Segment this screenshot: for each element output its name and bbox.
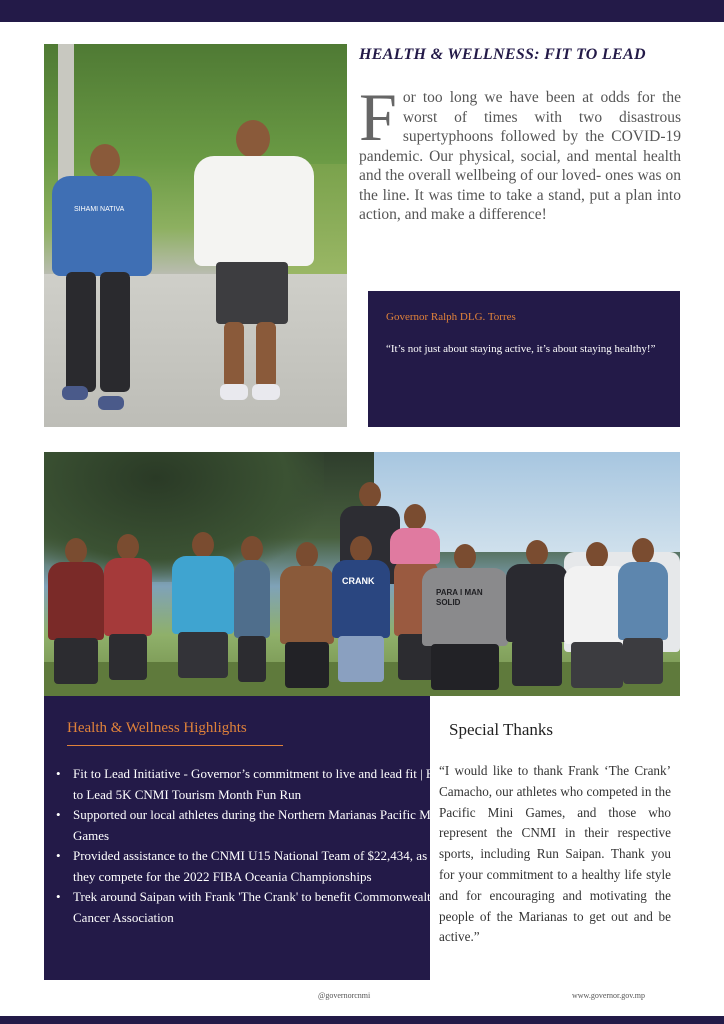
drop-cap: F (359, 79, 397, 155)
page-headline: HEALTH & WELLNESS: FIT TO LEAD (359, 46, 646, 63)
bullet-icon: • (56, 889, 61, 904)
highlight-text: Fit to Lead Initiative - Governor’s commitment to live and lead fit | Fit to Lead 5K CNMI Tourism Month Fun Run (73, 766, 441, 802)
person (422, 544, 508, 690)
person (332, 536, 390, 688)
person (104, 534, 152, 684)
shirt-print: PARA I MAN SOLID (436, 588, 483, 607)
intro-paragraph (359, 79, 681, 225)
quote-text: “It’s not just about staying active, it’s about staying healthy!” (386, 343, 656, 355)
person (234, 536, 270, 686)
group-photo (44, 452, 680, 696)
person (172, 532, 234, 688)
intro-text: or too long we have been at odds for the worst of times with two disastrous supertyphoons followed by the COVID-19 pandemic. Our physical, social, and mental health and the overall wellbeing of our loved- ones was on the line. It was time to take a stand, put a plan into action, and make a difference! (359, 89, 681, 223)
list-item (56, 846, 445, 887)
highlights-title: Health & Wellness Highlights (67, 720, 247, 736)
highlight-text: Supported our local athletes during the Northern Marianas Pacific Mini Games (73, 807, 445, 843)
bullet-icon: • (56, 807, 61, 822)
runners-photo (44, 44, 347, 427)
highlight-text: Provided assistance to the CNMI U15 National Team of $22,434, as they compete for the 2022 FIBA Oceania Championships (73, 848, 428, 884)
bullet-icon: • (56, 848, 61, 863)
runner-woman (52, 144, 152, 424)
quote-author: Governor Ralph DLG. Torres (386, 311, 516, 323)
bottom-band (0, 1016, 724, 1024)
shirt-print: SIHAMI NATIVA (74, 206, 125, 213)
special-thanks-title: Special Thanks (449, 720, 554, 739)
highlights-list (56, 764, 445, 928)
list-item (56, 805, 445, 846)
list-item (56, 887, 445, 928)
bullet-icon: • (56, 766, 61, 781)
person (618, 538, 668, 688)
person (506, 540, 568, 688)
footer-website[interactable]: www.governor.gov.mp (572, 991, 645, 1000)
person (280, 542, 334, 688)
footer-social: @governorcnmi (318, 991, 371, 1000)
highlights-box (44, 696, 445, 980)
list-item (56, 764, 445, 805)
person (48, 538, 104, 688)
title-underline (67, 745, 283, 746)
top-band (0, 0, 724, 22)
governor-quote-box (368, 291, 680, 427)
runner-man (194, 120, 314, 420)
special-thanks-text: “I would like to thank Frank ‘The Crank’ Camacho, our athletes who competed in the Pacific Mini Games, and those who represent the CNMI in their respective sports, including Run Saipan. Thank you for your commitment to a healthy life style and for encouraging and motivating the people of the Marianas to get out and be active.” (439, 763, 671, 945)
shirt-print: CRANK (342, 576, 375, 586)
highlight-text: Trek around Saipan with Frank 'The Crank' to benefit Commonwealth Cancer Association (73, 889, 438, 925)
